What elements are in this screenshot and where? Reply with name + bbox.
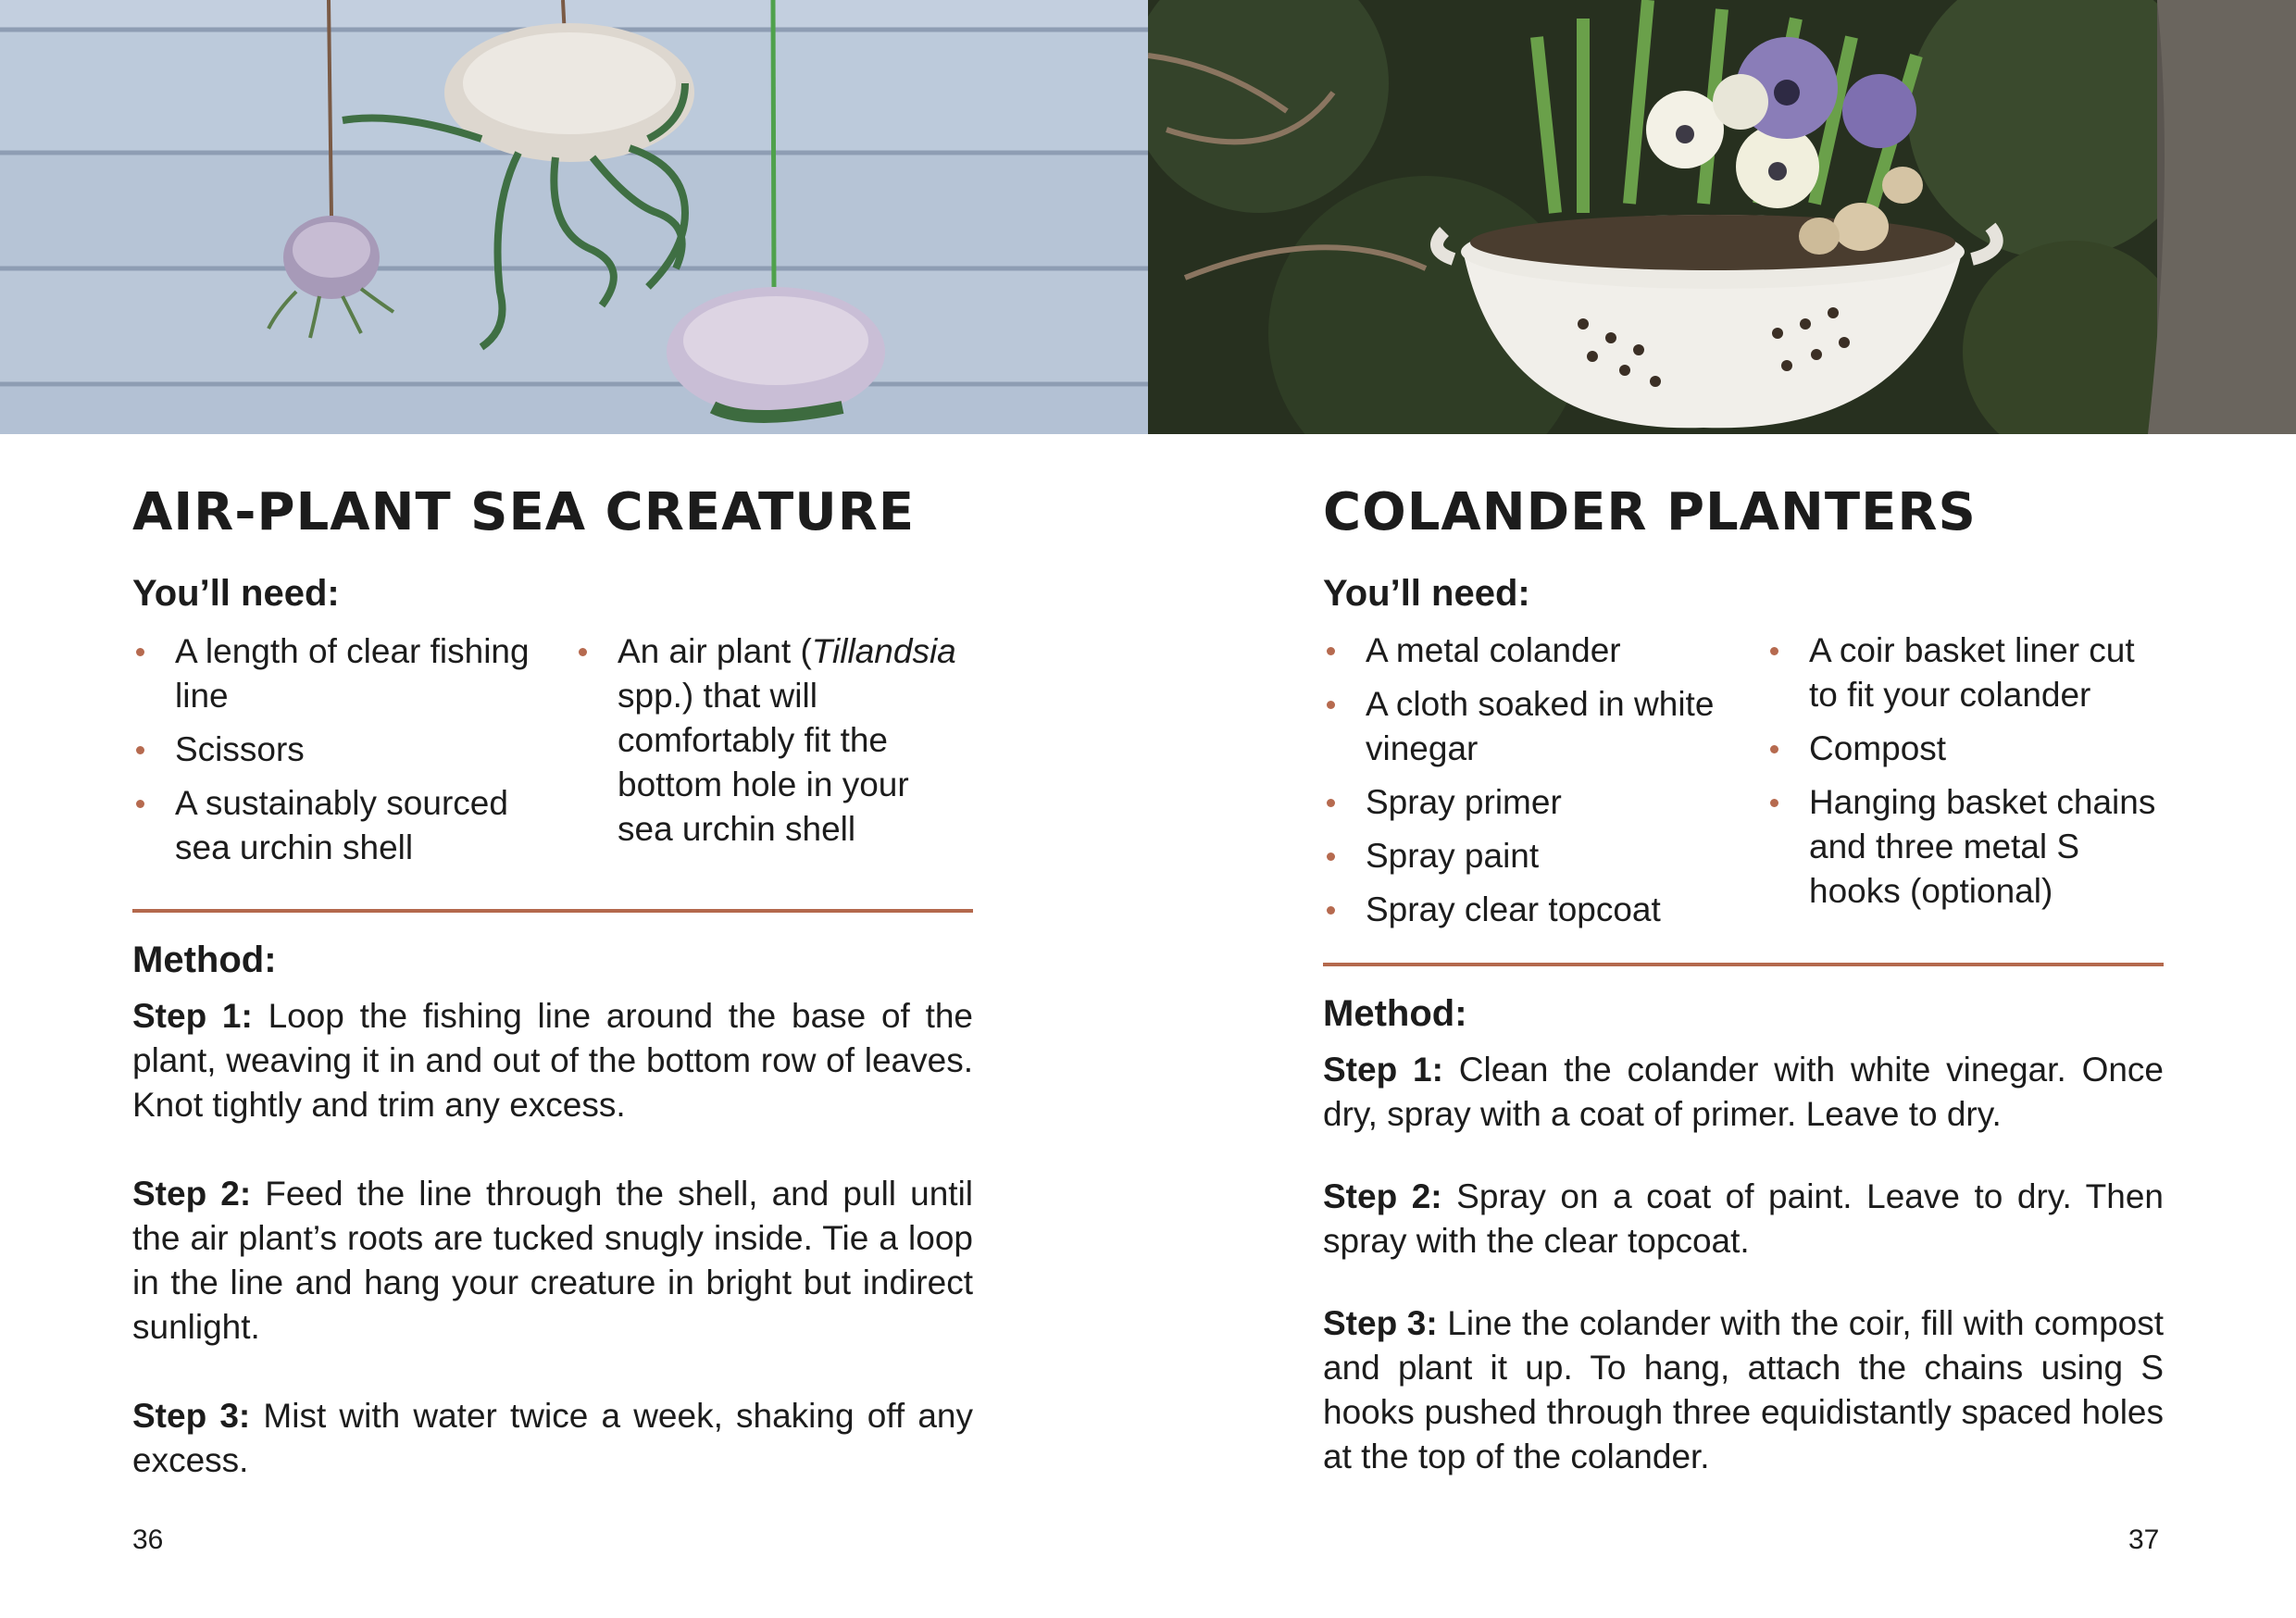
method-heading: Method: [1323, 993, 1467, 1034]
right-page [1148, 434, 2296, 1618]
materials-list-col2 [1766, 629, 2164, 923]
list-item: Compost [1766, 727, 2164, 771]
list-item: A coir basket liner cut to fit your colander [1766, 629, 2164, 717]
section-divider [132, 909, 973, 913]
step-2 [1323, 1175, 2164, 1263]
step-label: Step 2: [132, 1175, 252, 1213]
step-label: Step 3: [132, 1397, 251, 1435]
step-1 [132, 994, 973, 1127]
page-number: 36 [132, 1525, 164, 1555]
step-text: Loop the fishing line around the base of the plant, weaving it in and out of the bottom row of leaves. Knot tightly and trim any excess. [132, 997, 974, 1124]
list-item: A metal colander [1323, 629, 1721, 673]
step-text: Mist with water twice a week, shaking off any excess. [132, 1397, 974, 1479]
list-item: Hanging basket chains and three metal S hooks (optional) [1766, 780, 2164, 914]
list-item-text: spp.) that will comfortably fit the bottom hole in your sea urchin shell [618, 677, 909, 848]
list-item: Spray clear topcoat [1323, 888, 1721, 932]
page-number: 37 [2128, 1525, 2160, 1555]
colander-planter-photo [1148, 0, 2296, 434]
sea-urchin-air-plant-photo [0, 0, 1148, 434]
youll-need-heading: You’ll need: [132, 573, 340, 614]
materials-list-col1 [1323, 629, 1721, 941]
list-item: Scissors [132, 728, 530, 772]
materials-list-col1 [132, 629, 530, 879]
list-item: Spray primer [1323, 780, 1721, 825]
step-text: Feed the line through the shell, and pull until the air plant’s roots are tucked snugly inside. Tie a loop in the line and hang your creature in bright but indirect sunlight. [132, 1175, 974, 1346]
materials-list-col2 [575, 629, 973, 861]
left-page [0, 434, 1148, 1618]
step-label: Step 3: [1323, 1304, 1438, 1342]
section-divider [1323, 963, 2164, 966]
list-item: A sustainably sourced sea urchin shell [132, 781, 530, 870]
botanical-name: Tillandsia [811, 632, 956, 670]
step-label: Step 1: [132, 997, 253, 1035]
list-item: A length of clear fishing line [132, 629, 530, 718]
step-text: Clean the colander with white vinegar. Once dry, spray with a coat of primer. Leave to dry. [1323, 1051, 2165, 1133]
step-3 [132, 1394, 973, 1483]
page-title: AIR-PLANT SEA CREATURE [132, 482, 916, 542]
step-text: Spray on a coat of paint. Leave to dry. Then spray with the clear topcoat. [1323, 1177, 2165, 1260]
method-steps [132, 994, 973, 1527]
method-heading: Method: [132, 940, 277, 980]
list-item [575, 629, 973, 852]
step-text: Line the colander with the coir, fill with compost and plant it up. To hang, attach the chains using S hooks pushed through three equidistantly spaced holes at the top of the colander. [1323, 1304, 2165, 1475]
list-item-text: An air plant ( [618, 632, 812, 670]
page-title: COLANDER PLANTERS [1323, 482, 1977, 542]
step-label: Step 1: [1323, 1051, 1443, 1089]
youll-need-heading: You’ll need: [1323, 573, 1530, 614]
step-3 [1323, 1301, 2164, 1479]
step-1 [1323, 1048, 2164, 1137]
step-label: Step 2: [1323, 1177, 1442, 1215]
list-item: Spray paint [1323, 834, 1721, 878]
method-steps [1323, 1048, 2164, 1524]
step-2 [132, 1172, 973, 1350]
list-item: A cloth soaked in white vinegar [1323, 682, 1721, 771]
